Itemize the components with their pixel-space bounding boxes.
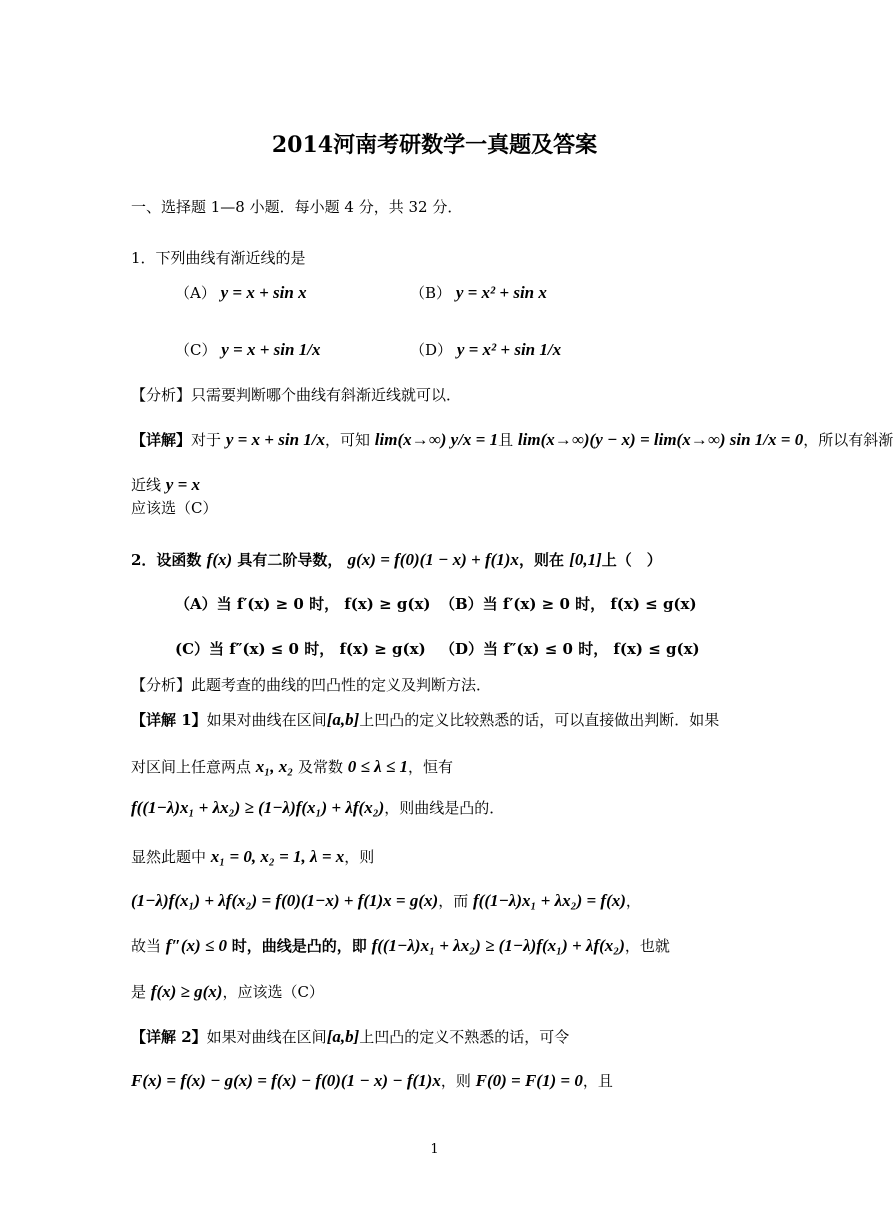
detail-text: 显然此题中 [131, 848, 207, 866]
detail-text: ，则曲线是凸的． [384, 799, 505, 817]
detail-text: 对区间上任意两点 [131, 758, 252, 776]
option-label: （A） [175, 284, 216, 302]
q1-option-d [410, 340, 561, 360]
detail-text: 如果对曲线在区间 [206, 1028, 327, 1046]
detail-math: f((1−λ)x₁ + λx₂) = f(x) [473, 891, 626, 910]
detail-math: f″(x) ≤ 0 [165, 936, 227, 955]
q1-analysis: 【分析】只需要判断哪个曲线有斜渐近线就可以． [131, 386, 462, 404]
detail-math: F(0) = F(1) = 0 [475, 1071, 583, 1090]
detail-text: ，且 [582, 1072, 613, 1090]
detail-math: f((1−λ)x₁ + λx₂) ≥ (1−λ)f(x₁) + λf(x₂) [131, 798, 385, 817]
detail-text: 对于 [191, 431, 222, 449]
q1-detail [131, 430, 893, 450]
q2-detail2-line1 [131, 1027, 569, 1047]
option-math: y = x + sin 1/x [221, 340, 321, 359]
q2-detail1-line2 [131, 757, 453, 777]
stem-math: g(x) = f(0)(1 − x) + f(1)x [347, 550, 519, 569]
detail-text: 近线 [131, 476, 162, 494]
detail-heading: 【详解】 [131, 431, 192, 449]
section-heading: 一、选择题 1—8 小题．每小题 4 分，共 32 分． [131, 198, 463, 216]
detail-math: (1−λ)f(x₁) + λf(x₂) = f(0)(1−x) + f(1)x = g(x) [131, 891, 439, 910]
detail-math: F(x) = f(x) − g(x) = f(x) − f(0)(1 − x) − f(1)x [131, 1071, 441, 1090]
detail-text: ，也就 [624, 937, 670, 955]
q2-detail1-line7 [131, 982, 324, 1002]
page-title: 2014河南考研数学一真题及答案 [271, 132, 598, 158]
q2-detail1-line5 [131, 891, 641, 911]
detail-text: 且 [498, 431, 514, 449]
q1-stem: 1．下列曲线有渐近线的是 [131, 249, 306, 267]
q1-answer: 应该选（C） [131, 499, 218, 517]
option-math: y = x² + sin 1/x [456, 340, 562, 359]
q1-option-a [175, 283, 307, 303]
detail-math: y = x + sin 1/x [225, 430, 325, 449]
q2-option-a: （A）当 f′(x) ≥ 0 时， f(x) ≥ g(x) [175, 595, 431, 613]
detail-text: ，则 [344, 848, 375, 866]
detail-text: 上凹凸的定义比较熟悉的话，可以直接做出判断．如果 [359, 711, 720, 729]
detail-heading: 【详解 2】 [131, 1028, 207, 1046]
detail-text: 及常数 [297, 758, 343, 776]
option-label: （C） [175, 341, 217, 359]
q1-option-b [410, 283, 547, 303]
detail-text: ，则 [440, 1072, 471, 1090]
option-math: y = x² + sin x [455, 283, 547, 302]
detail-text: ，恒有 [407, 758, 453, 776]
detail-math: x₁, x₂ [255, 757, 294, 776]
q2-detail1-line3 [131, 798, 504, 818]
detail-text: ，应该选（C） [222, 983, 324, 1001]
detail-math: y = x [165, 475, 201, 494]
detail-text: 故当 [131, 937, 162, 955]
detail-text: ， [625, 892, 641, 910]
q2-option-c: (C）当 f″(x) ≤ 0 时， f(x) ≥ g(x) [175, 640, 426, 658]
detail-text: ，可知 [325, 431, 371, 449]
detail-text: 上凹凸的定义不熟悉的话，可令 [359, 1028, 570, 1046]
q2-detail1-line4 [131, 847, 374, 867]
detail-text: 如果对曲线在区间 [206, 711, 327, 729]
option-label: （B） [410, 284, 452, 302]
detail-text: ，所以有斜渐 [803, 431, 893, 449]
detail-math: 0 ≤ λ ≤ 1 [347, 757, 408, 776]
detail-math: lim(x→∞)(y − x) = lim(x→∞) sin 1/x = 0 [517, 430, 804, 449]
q1-detail-line2 [131, 475, 200, 495]
option-math: y = x + sin x [220, 283, 307, 302]
detail-heading: 【详解 1】 [131, 711, 207, 729]
stem-math: f(x) [206, 550, 233, 569]
detail-math: f(x) ≥ g(x) [150, 982, 223, 1001]
stem-text: 2．设函数 [131, 551, 202, 569]
detail-math: x₁ = 0, x₂ = 1, λ = x [210, 847, 345, 866]
q2-detail1-line6 [131, 936, 670, 956]
detail-math: [a,b] [326, 1027, 360, 1046]
q1-option-c [175, 340, 320, 360]
detail-text: 时，曲线是凸的，即 [231, 937, 367, 955]
q2-detail1-line1 [131, 710, 719, 730]
q2-analysis: 【分析】此题考查的曲线的凹凸性的定义及判断方法． [131, 676, 492, 694]
stem-text: 上（ ） [601, 551, 662, 569]
q2-option-d: （D）当 f″(x) ≤ 0 时， f(x) ≤ g(x) [440, 640, 700, 658]
q2-stem [131, 550, 662, 570]
stem-text: 具有二阶导数， [237, 551, 343, 569]
option-label: （D） [410, 341, 453, 359]
q2-detail2-line2 [131, 1071, 613, 1091]
detail-text: ，而 [438, 892, 469, 910]
q2-option-b: （B）当 f′(x) ≥ 0 时， f(x) ≤ g(x) [440, 595, 697, 613]
stem-text: ，则在 [518, 551, 564, 569]
detail-text: 是 [131, 983, 147, 1001]
page-number: 1 [430, 1142, 439, 1157]
detail-math: [a,b] [326, 710, 360, 729]
stem-math: [0,1] [569, 550, 602, 569]
detail-math: f((1−λ)x₁ + λx₂) ≥ (1−λ)f(x₁) + λf(x₂) [371, 936, 625, 955]
detail-math: lim(x→∞) y/x = 1 [374, 430, 499, 449]
